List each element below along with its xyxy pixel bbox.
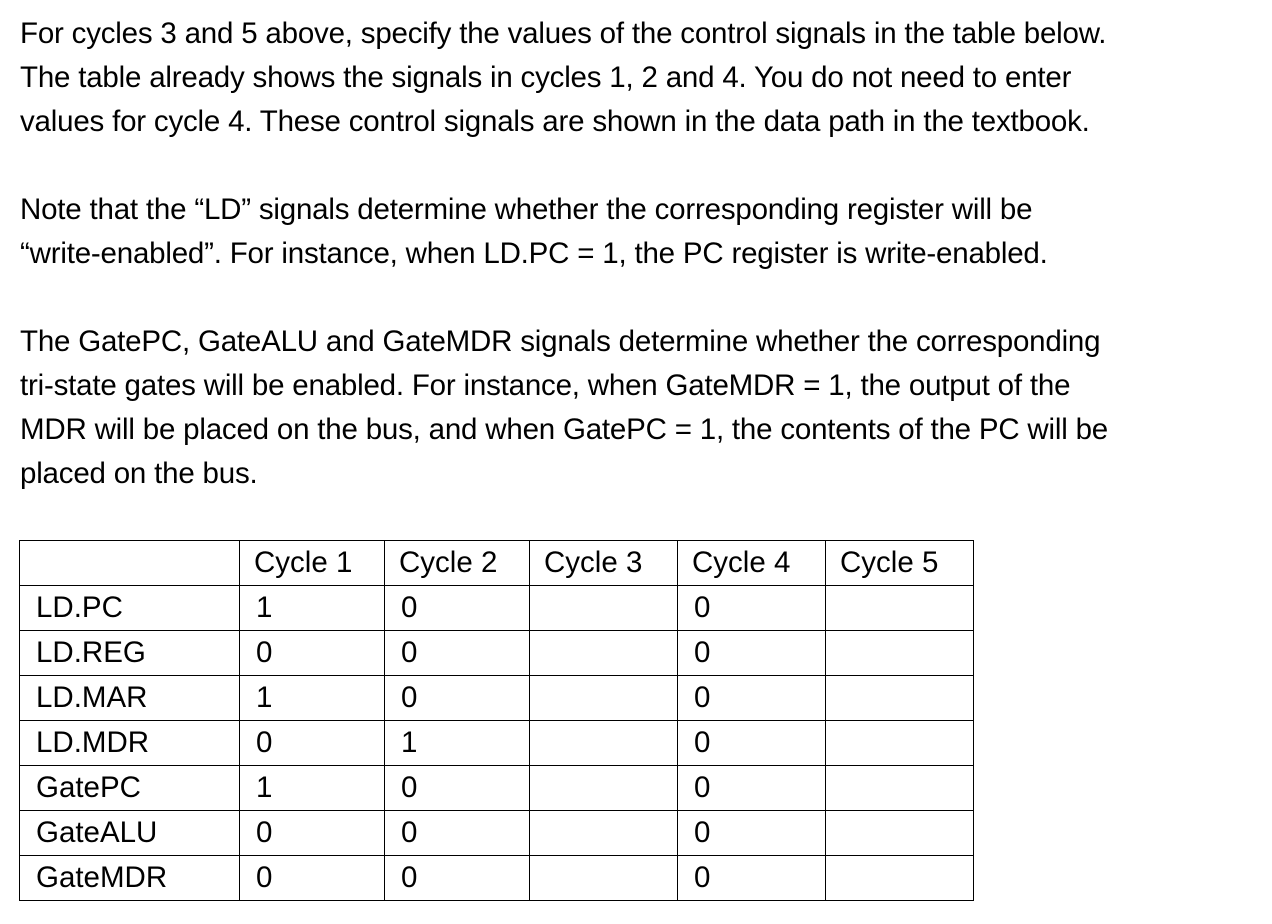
value-cell: 0 xyxy=(385,631,530,676)
answer-cell-cycle-3[interactable] xyxy=(530,631,678,676)
header-corner-cell xyxy=(20,541,240,586)
value-cell: 0 xyxy=(678,586,826,631)
answer-cell-cycle-3[interactable] xyxy=(530,676,678,721)
answer-cell-cycle-3[interactable] xyxy=(530,811,678,856)
answer-cell-cycle-3[interactable] xyxy=(530,856,678,901)
text-line: The GatePC, GateALU and GateMDR signals determine whether the corresponding xyxy=(20,325,1101,358)
text-line: MDR will be placed on the bus, and when GatePC = 1, the contents of the PC will be xyxy=(20,413,1109,446)
signal-name-cell: LD.MDR xyxy=(20,721,240,766)
text-line: For cycles 3 and 5 above, specify the values of the control signals in the table below. xyxy=(20,17,1107,50)
value-cell: 0 xyxy=(240,631,385,676)
answer-cell-cycle-3[interactable] xyxy=(530,766,678,811)
answer-cell-cycle-5[interactable] xyxy=(826,676,974,721)
answer-cell-cycle-5[interactable] xyxy=(826,586,974,631)
answer-cell-cycle-5[interactable] xyxy=(826,856,974,901)
table-row xyxy=(20,721,974,766)
value-cell: 0 xyxy=(385,586,530,631)
answer-cell-cycle-5[interactable] xyxy=(826,811,974,856)
header-cycle-4: Cycle 4 xyxy=(678,541,826,586)
answer-cell-cycle-5[interactable] xyxy=(826,631,974,676)
value-cell: 0 xyxy=(385,811,530,856)
text-line: Note that the “LD” signals determine whether the corresponding register will be xyxy=(20,193,1033,226)
value-cell: 0 xyxy=(240,811,385,856)
answer-cell-cycle-3[interactable] xyxy=(530,586,678,631)
value-cell: 0 xyxy=(678,856,826,901)
table-row xyxy=(20,676,974,721)
signal-name-cell: LD.PC xyxy=(20,586,240,631)
table-row xyxy=(20,631,974,676)
signal-name-cell: GateALU xyxy=(20,811,240,856)
document-body xyxy=(20,12,1260,496)
signal-name-cell: GatePC xyxy=(20,766,240,811)
text-line: values for cycle 4. These control signals are shown in the data path in the textbook. xyxy=(20,105,1090,138)
header-cycle-2: Cycle 2 xyxy=(385,541,530,586)
value-cell: 0 xyxy=(678,766,826,811)
text-line: tri-state gates will be enabled. For instance, when GateMDR = 1, the output of the xyxy=(20,369,1071,402)
header-cycle-5: Cycle 5 xyxy=(826,541,974,586)
value-cell: 0 xyxy=(240,856,385,901)
table-header-row xyxy=(20,541,974,586)
value-cell: 0 xyxy=(385,766,530,811)
answer-cell-cycle-5[interactable] xyxy=(826,766,974,811)
value-cell: 0 xyxy=(240,721,385,766)
value-cell: 1 xyxy=(240,586,385,631)
value-cell: 0 xyxy=(678,721,826,766)
text-line: placed on the bus. xyxy=(20,457,258,490)
instructions-paragraph xyxy=(20,12,1260,144)
table-row xyxy=(20,586,974,631)
ld-signals-paragraph xyxy=(20,188,1260,276)
value-cell: 1 xyxy=(240,676,385,721)
answer-cell-cycle-3[interactable] xyxy=(530,721,678,766)
table-row xyxy=(20,766,974,811)
header-cycle-3: Cycle 3 xyxy=(530,541,678,586)
control-signals-table xyxy=(19,540,974,901)
signal-name-cell: GateMDR xyxy=(20,856,240,901)
value-cell: 1 xyxy=(385,721,530,766)
value-cell: 0 xyxy=(385,676,530,721)
table-row xyxy=(20,856,974,901)
text-line: The table already shows the signals in cycles 1, 2 and 4. You do not need to enter xyxy=(20,61,1072,94)
signal-name-cell: LD.MAR xyxy=(20,676,240,721)
value-cell: 0 xyxy=(678,676,826,721)
answer-cell-cycle-5[interactable] xyxy=(826,721,974,766)
header-cycle-1: Cycle 1 xyxy=(240,541,385,586)
gate-signals-paragraph xyxy=(20,320,1260,496)
table-row xyxy=(20,811,974,856)
text-line: “write-enabled”. For instance, when LD.PC = 1, the PC register is write-enabled. xyxy=(20,237,1048,270)
value-cell: 1 xyxy=(240,766,385,811)
signal-name-cell: LD.REG xyxy=(20,631,240,676)
value-cell: 0 xyxy=(678,811,826,856)
value-cell: 0 xyxy=(385,856,530,901)
value-cell: 0 xyxy=(678,631,826,676)
